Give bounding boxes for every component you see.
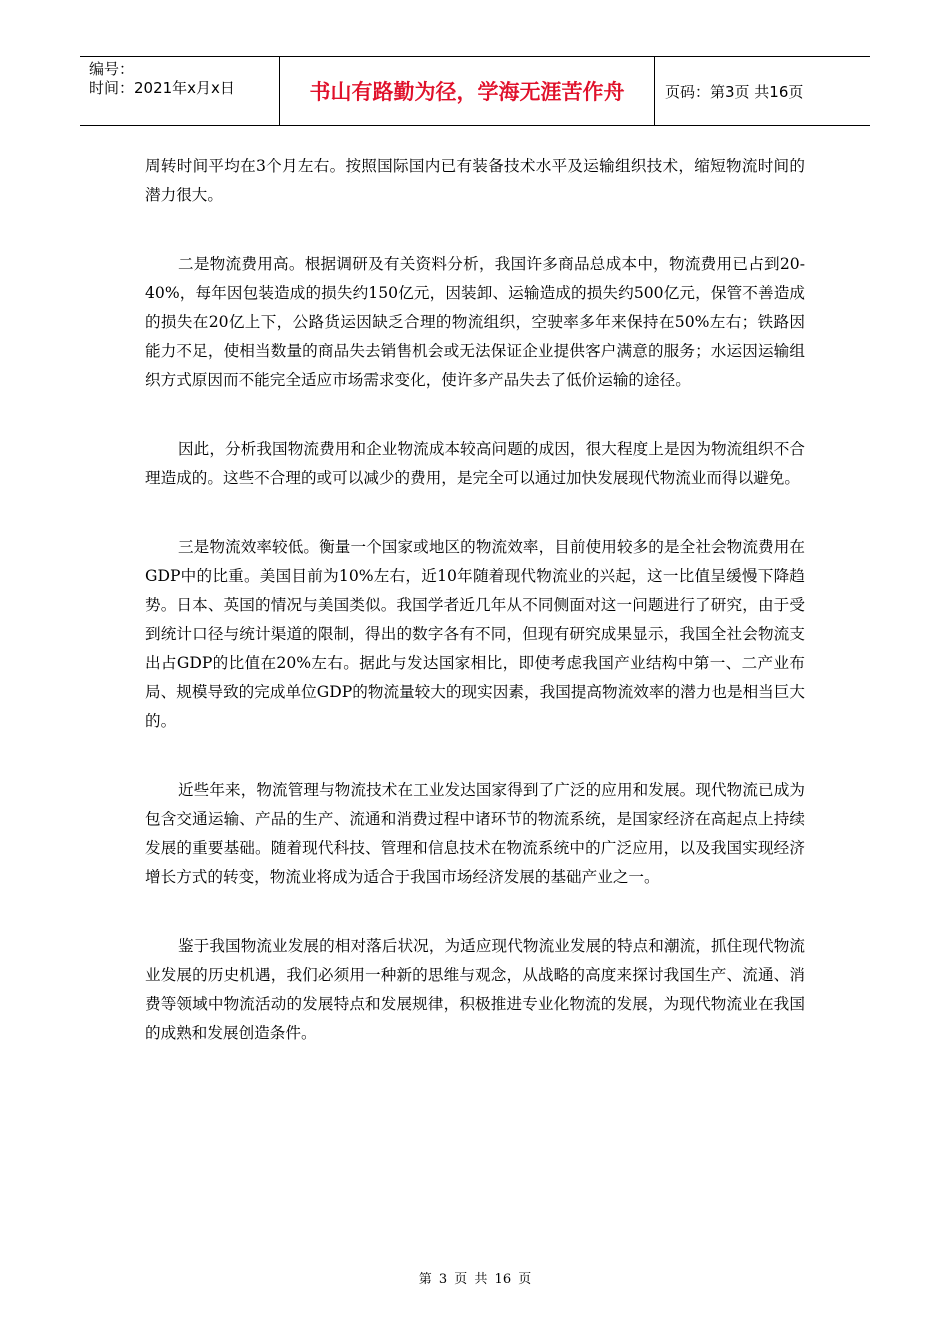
paragraph-conclusion: 鉴于我国物流业发展的相对落后状况，为适应现代物流业发展的特点和潮流，抓住现代物流业发展的历史机遇，我们必须用一种新的思维与观念，从战略的高度来探讨我国生产、流通、消费等领域中物流活动的发展特点和发展规律，积极推进专业化物流的发展，为现代物流业在我国的成熟和发展创造条件。 — [145, 937, 805, 1042]
page-header — [80, 56, 870, 126]
paragraph-modern-logistics: 近些年来，物流管理与物流技术在工业发达国家得到了广泛的应用和发展。现代物流已成为包含交通运输、产品的生产、流通和消费过程中诸环节的物流系统，是国家经济在高起点上持续发展的重要基础。随着现代科技、管理和信息技术在物流系统中的广泛应用，以及我国实现经济增长方式的转变，物流业将成为适合于我国市场经济发展的基础产业之一。 — [145, 781, 805, 886]
header-motto: 书山有路勤为径，学海无涯苦作舟 — [280, 57, 655, 125]
page-footer: 第 3 页 共 16 页 — [418, 1272, 532, 1287]
time-label: 时间：2021年x月x日 — [89, 79, 235, 97]
document-body — [145, 152, 805, 1088]
paragraph-logistics-efficiency: 三是物流效率较低。衡量一个国家或地区的物流效率，目前使用较多的是全社会物流费用在GDP中的比重。美国目前为10%左右，近10年随着现代物流业的兴起，这一比值呈缓慢下降趋势。日本、英国的情况与美国类似。我国学者近几年从不同侧面对这一问题进行了研究，由于受到统计口径与统计渠道的限制，得出的数字各有不同，但现有研究成果显示，我国全社会物流支出占GDP的比值在20%左右。据此与发达国家相比，即使考虑我国产业结构中第一、二产业布局、规模导致的完成单位GDP的物流量较大的现实因素，我国提高物流效率的潜力也是相当巨大的。 — [145, 538, 805, 730]
paragraph-continuation: 周转时间平均在3个月左右。按照国际国内已有装备技术水平及运输组织技术，缩短物流时间的潜力很大。 — [145, 157, 805, 204]
serial-label: 编号： — [89, 60, 135, 78]
header-meta-cell — [80, 57, 280, 125]
header-page-info: 页码：第3页 共16页 — [665, 82, 804, 101]
paragraph-cost-cause: 因此，分析我国物流费用和企业物流成本较高问题的成因，很大程度上是因为物流组织不合理造成的。这些不合理的或可以减少的费用，是完全可以通过加快发展现代物流业而得以避免。 — [145, 440, 805, 487]
paragraph-logistics-cost: 二是物流费用高。根据调研及有关资料分析，我国许多商品总成本中，物流费用已占到20-40%，每年因包装造成的损失约150亿元，因装卸、运输造成的损失约500亿元，保管不善造成的损失在20亿上下，公路货运因缺乏合理的物流组织，空驶率多年来保持在50%左右；铁路因能力不足，使相当数量的商品失去销售机会或无法保证企业提供客户满意的服务；水运因运输组织方式原因而不能完全适应市场需求变化，使许多产品失去了低价运输的途径。 — [145, 255, 805, 389]
